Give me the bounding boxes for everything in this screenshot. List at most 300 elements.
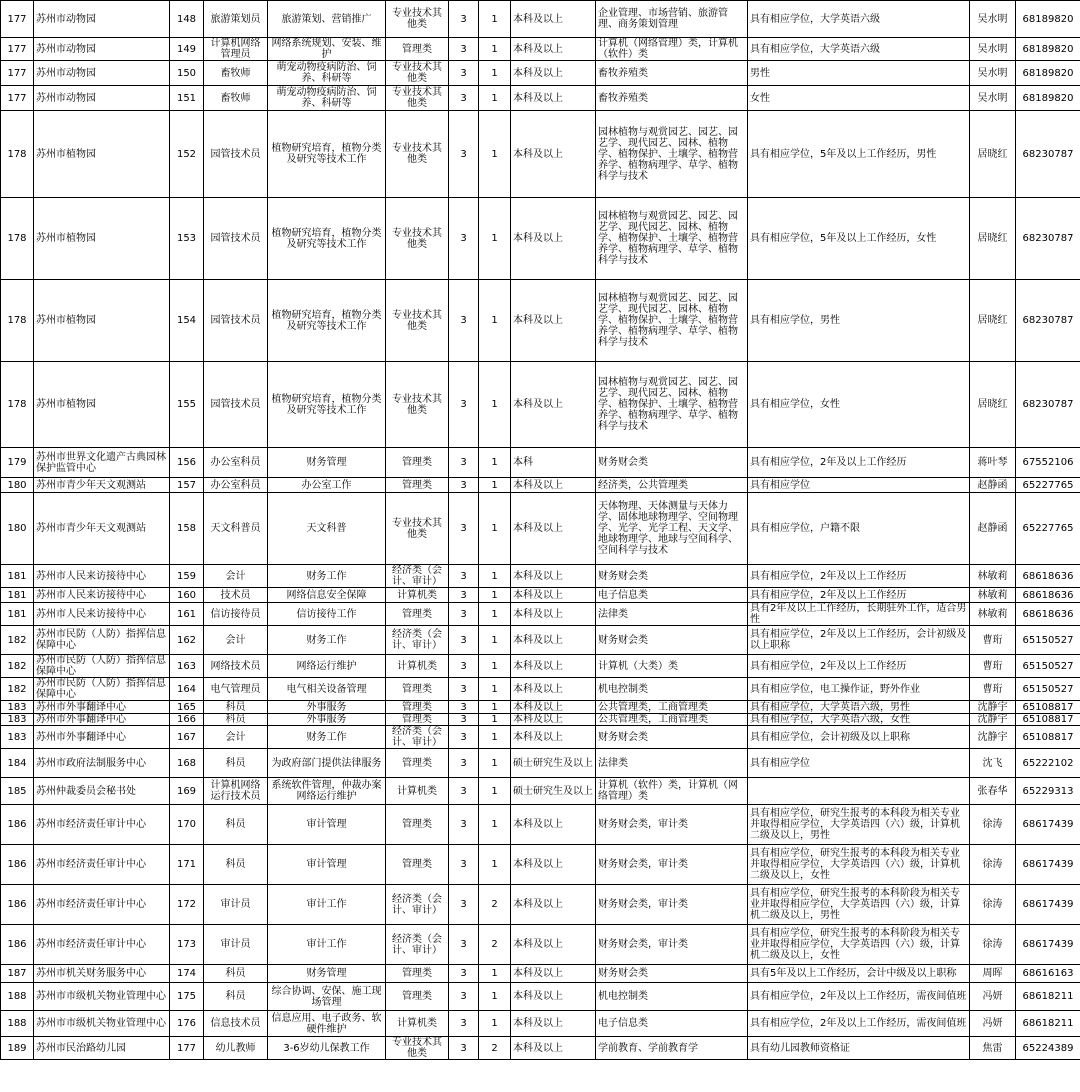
- major-cell: 园林植物与观赏园艺、园艺、园艺学、现代园艺、园林、植物学、植物保护、土壤学、植物营养学、植物病理学、草学、植物科学与技术: [596, 280, 748, 362]
- phone-cell: 65224389: [1016, 1037, 1080, 1060]
- phone-cell: 68618636: [1016, 588, 1080, 603]
- category-cell: 专业技术其他类: [386, 61, 449, 86]
- education-cell: 本科及以上: [511, 1, 596, 38]
- exam-ratio-cell: 3: [449, 965, 479, 983]
- post-code-cell: 177: [170, 1037, 204, 1060]
- post-name-cell: 信息技术员: [204, 1011, 268, 1037]
- quota-cell: 2: [479, 925, 511, 965]
- duties-cell: 信访接待工作: [268, 603, 386, 626]
- unit-code-cell: 186: [1, 885, 34, 925]
- post-name-cell: 审计员: [204, 885, 268, 925]
- phone-cell: 65227765: [1016, 478, 1080, 493]
- post-name-cell: 科员: [204, 701, 268, 714]
- quota-cell: 1: [479, 86, 511, 111]
- major-cell: 畜牧养殖类: [596, 86, 748, 111]
- requirements-cell: 女性: [748, 86, 970, 111]
- education-cell: 硕士研究生及以上: [511, 778, 596, 805]
- exam-ratio-cell: 3: [449, 845, 479, 885]
- table-row: [1, 885, 1080, 925]
- unit-code-cell: 177: [1, 61, 34, 86]
- unit-code-cell: 177: [1, 38, 34, 61]
- post-name-cell: 科员: [204, 749, 268, 778]
- post-code-cell: 149: [170, 38, 204, 61]
- table-row: [1, 678, 1080, 701]
- post-code-cell: 170: [170, 805, 204, 845]
- requirements-cell: 具有相应学位，2年及以上工作经历: [748, 565, 970, 588]
- requirements-cell: 具有相应学位: [748, 749, 970, 778]
- category-cell: 管理类: [386, 448, 449, 478]
- unit-name-cell: 苏州市经济责任审计中心: [34, 925, 170, 965]
- post-code-cell: 156: [170, 448, 204, 478]
- requirements-cell: 具有相应学位，研究生报考的本科阶段为相关专业并取得相应学位，大学英语四（六）级，计算机二级及以上，男性: [748, 885, 970, 925]
- requirements-cell: 具有相应学位，2年及以上工作经历: [748, 448, 970, 478]
- exam-ratio-cell: 3: [449, 565, 479, 588]
- quota-cell: 1: [479, 111, 511, 198]
- category-cell: 专业技术其他类: [386, 493, 449, 565]
- post-name-cell: 园管技术员: [204, 198, 268, 280]
- table-row: [1, 805, 1080, 845]
- unit-name-cell: 苏州市经济责任审计中心: [34, 845, 170, 885]
- unit-name-cell: 苏州市政府法制服务中心: [34, 749, 170, 778]
- contact-cell: 徐涛: [970, 805, 1016, 845]
- requirements-cell: 具有5年及以上工作经历，会计中级及以上职称: [748, 965, 970, 983]
- post-name-cell: 园管技术员: [204, 280, 268, 362]
- phone-cell: 68616163: [1016, 965, 1080, 983]
- major-cell: 财务财会类: [596, 726, 748, 749]
- exam-ratio-cell: 3: [449, 603, 479, 626]
- category-cell: 管理类: [386, 749, 449, 778]
- post-name-cell: 办公室科员: [204, 478, 268, 493]
- requirements-cell: 具有相应学位，5年及以上工作经历，女性: [748, 198, 970, 280]
- category-cell: 管理类: [386, 845, 449, 885]
- major-cell: 财务财会类，审计类: [596, 845, 748, 885]
- quota-cell: 1: [479, 493, 511, 565]
- post-code-cell: 162: [170, 626, 204, 655]
- exam-ratio-cell: 3: [449, 38, 479, 61]
- major-cell: 法律类: [596, 603, 748, 626]
- post-code-cell: 168: [170, 749, 204, 778]
- exam-ratio-cell: 3: [449, 626, 479, 655]
- education-cell: 本科及以上: [511, 280, 596, 362]
- post-code-cell: 159: [170, 565, 204, 588]
- requirements-cell: 具有相应学位，会计初级及以上职称: [748, 726, 970, 749]
- unit-name-cell: 苏州市经济责任审计中心: [34, 885, 170, 925]
- contact-cell: 徐涛: [970, 925, 1016, 965]
- contact-cell: 吴水明: [970, 1, 1016, 38]
- unit-code-cell: 178: [1, 198, 34, 280]
- quota-cell: 1: [479, 478, 511, 493]
- major-cell: 机电控制类: [596, 983, 748, 1011]
- contact-cell: 吴水明: [970, 86, 1016, 111]
- major-cell: 财务财会类: [596, 626, 748, 655]
- category-cell: 管理类: [386, 701, 449, 714]
- requirements-cell: 具有相应学位，5年及以上工作经历，男性: [748, 111, 970, 198]
- major-cell: 计算机（大类）类: [596, 655, 748, 678]
- contact-cell: 徐涛: [970, 845, 1016, 885]
- unit-name-cell: 苏州市青少年天文观测站: [34, 478, 170, 493]
- phone-cell: 68230787: [1016, 111, 1080, 198]
- unit-code-cell: 183: [1, 714, 34, 726]
- post-code-cell: 174: [170, 965, 204, 983]
- requirements-cell: 具有幼儿园教师资格证: [748, 1037, 970, 1060]
- post-code-cell: 155: [170, 362, 204, 448]
- post-name-cell: 幼儿教师: [204, 1037, 268, 1060]
- major-cell: 财务财会类，审计类: [596, 805, 748, 845]
- post-code-cell: 166: [170, 714, 204, 726]
- category-cell: 计算机类: [386, 655, 449, 678]
- phone-cell: 68618211: [1016, 1011, 1080, 1037]
- education-cell: 本科及以上: [511, 588, 596, 603]
- contact-cell: 曹珩: [970, 655, 1016, 678]
- exam-ratio-cell: 3: [449, 726, 479, 749]
- category-cell: 专业技术其他类: [386, 86, 449, 111]
- post-name-cell: 科员: [204, 965, 268, 983]
- unit-code-cell: 182: [1, 655, 34, 678]
- table-row: [1, 280, 1080, 362]
- major-cell: 园林植物与观赏园艺、园艺、园艺学、现代园艺、园林、植物学、植物保护、土壤学、植物营养学、植物病理学、草学、植物科学与技术: [596, 111, 748, 198]
- exam-ratio-cell: 3: [449, 1037, 479, 1060]
- unit-code-cell: 179: [1, 448, 34, 478]
- contact-cell: 居晓红: [970, 280, 1016, 362]
- requirements-cell: 具有相应学位，2年及以上工作经历: [748, 588, 970, 603]
- unit-code-cell: 183: [1, 726, 34, 749]
- major-cell: 园林植物与观赏园艺、园艺、园艺学、现代园艺、园林、植物学、植物保护、土壤学、植物营养学、植物病理学、草学、植物科学与技术: [596, 198, 748, 280]
- quota-cell: 1: [479, 565, 511, 588]
- exam-ratio-cell: 3: [449, 714, 479, 726]
- post-name-cell: 科员: [204, 714, 268, 726]
- quota-cell: 1: [479, 61, 511, 86]
- table-row: [1, 925, 1080, 965]
- duties-cell: 外事服务: [268, 714, 386, 726]
- quota-cell: 1: [479, 280, 511, 362]
- unit-code-cell: 188: [1, 1011, 34, 1037]
- major-cell: 园林植物与观赏园艺、园艺、园艺学、现代园艺、园林、植物学、植物保护、土壤学、植物营养学、植物病理学、草学、植物科学与技术: [596, 362, 748, 448]
- education-cell: 本科及以上: [511, 565, 596, 588]
- requirements-cell: 具有相应学位，大学英语六级: [748, 1, 970, 38]
- post-code-cell: 148: [170, 1, 204, 38]
- phone-cell: 68230787: [1016, 362, 1080, 448]
- category-cell: 经济类（会计、审计）: [386, 885, 449, 925]
- category-cell: 经济类（会计、审计）: [386, 726, 449, 749]
- unit-code-cell: 181: [1, 588, 34, 603]
- unit-name-cell: 苏州市民防（人防）指挥信息保障中心: [34, 655, 170, 678]
- phone-cell: 68618636: [1016, 565, 1080, 588]
- post-code-cell: 171: [170, 845, 204, 885]
- quota-cell: 1: [479, 678, 511, 701]
- unit-code-cell: 181: [1, 565, 34, 588]
- duties-cell: 财务工作: [268, 626, 386, 655]
- unit-code-cell: 180: [1, 478, 34, 493]
- post-name-cell: 园管技术员: [204, 362, 268, 448]
- unit-code-cell: 189: [1, 1037, 34, 1060]
- requirements-cell: 具有相应学位，2年及以上工作经历，需夜间值班: [748, 983, 970, 1011]
- post-code-cell: 157: [170, 478, 204, 493]
- exam-ratio-cell: 3: [449, 280, 479, 362]
- duties-cell: 3-6岁幼儿保教工作: [268, 1037, 386, 1060]
- unit-name-cell: 苏州市植物园: [34, 198, 170, 280]
- table-row: [1, 983, 1080, 1011]
- quota-cell: 1: [479, 778, 511, 805]
- unit-code-cell: 186: [1, 845, 34, 885]
- phone-cell: 67552106: [1016, 448, 1080, 478]
- quota-cell: 1: [479, 626, 511, 655]
- unit-code-cell: 182: [1, 626, 34, 655]
- requirements-cell: 具有相应学位，研究生报考的本科段为相关专业并取得相应学位，大学英语四（六）级，计算机二级及以上，女性: [748, 845, 970, 885]
- quota-cell: 1: [479, 198, 511, 280]
- exam-ratio-cell: 3: [449, 983, 479, 1011]
- exam-ratio-cell: 3: [449, 778, 479, 805]
- contact-cell: 曹珩: [970, 678, 1016, 701]
- table-row: [1, 845, 1080, 885]
- unit-name-cell: 苏州市动物园: [34, 86, 170, 111]
- post-name-cell: 畜牧师: [204, 61, 268, 86]
- education-cell: 本科及以上: [511, 38, 596, 61]
- table-row: [1, 1011, 1080, 1037]
- phone-cell: 65222102: [1016, 749, 1080, 778]
- table-row: [1, 726, 1080, 749]
- education-cell: 本科及以上: [511, 701, 596, 714]
- unit-name-cell: 苏州市民防（人防）指挥信息保障中心: [34, 626, 170, 655]
- post-name-cell: 网络技术员: [204, 655, 268, 678]
- unit-name-cell: 苏州市植物园: [34, 362, 170, 448]
- requirements-cell: 具有相应学位，大学英语六级，男性: [748, 701, 970, 714]
- quota-cell: 2: [479, 885, 511, 925]
- requirements-cell: 具有相应学位，研究生报考的本科段为相关专业并取得相应学位，大学英语四（六）级，计算机二级及以上，男性: [748, 805, 970, 845]
- post-name-cell: 审计员: [204, 925, 268, 965]
- category-cell: 计算机类: [386, 778, 449, 805]
- duties-cell: 信息应用、电子政务、软硬件维护: [268, 1011, 386, 1037]
- contact-cell: 沈飞: [970, 749, 1016, 778]
- quota-cell: 1: [479, 362, 511, 448]
- post-code-cell: 165: [170, 701, 204, 714]
- table-row: [1, 38, 1080, 61]
- post-code-cell: 164: [170, 678, 204, 701]
- major-cell: 计算机（网络管理）类，计算机（软件）类: [596, 38, 748, 61]
- education-cell: 本科及以上: [511, 603, 596, 626]
- category-cell: 管理类: [386, 965, 449, 983]
- table-row: [1, 965, 1080, 983]
- phone-cell: 68189820: [1016, 61, 1080, 86]
- phone-cell: 65150527: [1016, 655, 1080, 678]
- quota-cell: 1: [479, 603, 511, 626]
- post-code-cell: 167: [170, 726, 204, 749]
- phone-cell: 68617439: [1016, 885, 1080, 925]
- post-name-cell: 信访接待员: [204, 603, 268, 626]
- education-cell: 本科及以上: [511, 885, 596, 925]
- unit-code-cell: 186: [1, 805, 34, 845]
- duties-cell: 植物研究培育，植物分类及研究等技术工作: [268, 280, 386, 362]
- unit-name-cell: 苏州市人民来访接待中心: [34, 588, 170, 603]
- table-row: [1, 749, 1080, 778]
- unit-name-cell: 苏州市青少年天文观测站: [34, 493, 170, 565]
- table-row: [1, 778, 1080, 805]
- duties-cell: 电气相关设备管理: [268, 678, 386, 701]
- duties-cell: 植物研究培育，植物分类及研究等技术工作: [268, 362, 386, 448]
- category-cell: 管理类: [386, 714, 449, 726]
- duties-cell: 外事服务: [268, 701, 386, 714]
- exam-ratio-cell: 3: [449, 493, 479, 565]
- quota-cell: 1: [479, 38, 511, 61]
- table-row: [1, 61, 1080, 86]
- table-row: [1, 714, 1080, 726]
- major-cell: 公共管理类，工商管理类: [596, 714, 748, 726]
- requirements-cell: 具有相应学位，男性: [748, 280, 970, 362]
- unit-code-cell: 185: [1, 778, 34, 805]
- unit-name-cell: 苏州市外事翻译中心: [34, 714, 170, 726]
- unit-name-cell: 苏州市动物园: [34, 1, 170, 38]
- contact-cell: 冯妍: [970, 983, 1016, 1011]
- unit-code-cell: 186: [1, 925, 34, 965]
- unit-name-cell: 苏州仲裁委员会秘书处: [34, 778, 170, 805]
- contact-cell: 赵静函: [970, 493, 1016, 565]
- table-row: [1, 86, 1080, 111]
- education-cell: 硕士研究生及以上: [511, 749, 596, 778]
- education-cell: 本科及以上: [511, 983, 596, 1011]
- unit-name-cell: 苏州市人民来访接待中心: [34, 603, 170, 626]
- requirements-cell: 具有相应学位，户籍不限: [748, 493, 970, 565]
- duties-cell: 植物研究培育，植物分类及研究等技术工作: [268, 111, 386, 198]
- phone-cell: 65108817: [1016, 726, 1080, 749]
- category-cell: 专业技术其他类: [386, 111, 449, 198]
- post-code-cell: 150: [170, 61, 204, 86]
- contact-cell: 曹珩: [970, 626, 1016, 655]
- major-cell: 财务财会类: [596, 965, 748, 983]
- phone-cell: 65227765: [1016, 493, 1080, 565]
- duties-cell: 财务工作: [268, 565, 386, 588]
- post-code-cell: 172: [170, 885, 204, 925]
- category-cell: 专业技术其他类: [386, 198, 449, 280]
- phone-cell: 68617439: [1016, 925, 1080, 965]
- duties-cell: 审计管理: [268, 845, 386, 885]
- quota-cell: 1: [479, 726, 511, 749]
- category-cell: 专业技术其他类: [386, 1037, 449, 1060]
- contact-cell: 居晓红: [970, 111, 1016, 198]
- post-name-cell: 旅游策划员: [204, 1, 268, 38]
- exam-ratio-cell: 3: [449, 925, 479, 965]
- category-cell: 管理类: [386, 805, 449, 845]
- education-cell: 本科及以上: [511, 1037, 596, 1060]
- phone-cell: 65108817: [1016, 714, 1080, 726]
- post-code-cell: 152: [170, 111, 204, 198]
- education-cell: 本科及以上: [511, 111, 596, 198]
- phone-cell: 68189820: [1016, 1, 1080, 38]
- major-cell: 公共管理类，工商管理类: [596, 701, 748, 714]
- exam-ratio-cell: 3: [449, 448, 479, 478]
- major-cell: 计算机（软件）类，计算机（网络管理）类: [596, 778, 748, 805]
- major-cell: 财务财会类，审计类: [596, 885, 748, 925]
- post-code-cell: 175: [170, 983, 204, 1011]
- exam-ratio-cell: 3: [449, 588, 479, 603]
- category-cell: 管理类: [386, 603, 449, 626]
- post-name-cell: 办公室科员: [204, 448, 268, 478]
- major-cell: 畜牧养殖类: [596, 61, 748, 86]
- category-cell: 管理类: [386, 678, 449, 701]
- education-cell: 本科及以上: [511, 493, 596, 565]
- post-code-cell: 163: [170, 655, 204, 678]
- category-cell: 专业技术其他类: [386, 362, 449, 448]
- post-name-cell: 科员: [204, 805, 268, 845]
- table-row: [1, 111, 1080, 198]
- contact-cell: 林敏莉: [970, 588, 1016, 603]
- quota-cell: 1: [479, 1011, 511, 1037]
- education-cell: 本科及以上: [511, 478, 596, 493]
- quota-cell: 1: [479, 1, 511, 38]
- unit-code-cell: 178: [1, 280, 34, 362]
- category-cell: 计算机类: [386, 1011, 449, 1037]
- unit-code-cell: 184: [1, 749, 34, 778]
- table-row: [1, 1037, 1080, 1060]
- table-row: [1, 565, 1080, 588]
- education-cell: 本科及以上: [511, 845, 596, 885]
- education-cell: 本科及以上: [511, 61, 596, 86]
- unit-name-cell: 苏州市机关财务服务中心: [34, 965, 170, 983]
- education-cell: 本科及以上: [511, 362, 596, 448]
- contact-cell: 吴水明: [970, 61, 1016, 86]
- exam-ratio-cell: 3: [449, 111, 479, 198]
- table-row: [1, 448, 1080, 478]
- unit-name-cell: 苏州市动物园: [34, 38, 170, 61]
- post-name-cell: 技术员: [204, 588, 268, 603]
- major-cell: 经济类，公共管理类: [596, 478, 748, 493]
- duties-cell: 财务工作: [268, 726, 386, 749]
- major-cell: 企业管理、市场营销、旅游管理、商务策划管理: [596, 1, 748, 38]
- table-row: [1, 1, 1080, 38]
- category-cell: 经济类（会计、审计）: [386, 626, 449, 655]
- post-code-cell: 158: [170, 493, 204, 565]
- quota-cell: 1: [479, 714, 511, 726]
- contact-cell: 居晓红: [970, 362, 1016, 448]
- unit-name-cell: 苏州市动物园: [34, 61, 170, 86]
- post-code-cell: 176: [170, 1011, 204, 1037]
- phone-cell: 68618211: [1016, 983, 1080, 1011]
- exam-ratio-cell: 3: [449, 805, 479, 845]
- unit-name-cell: 苏州市市级机关物业管理中心: [34, 1011, 170, 1037]
- post-code-cell: 151: [170, 86, 204, 111]
- category-cell: 专业技术其他类: [386, 280, 449, 362]
- post-name-cell: 科员: [204, 845, 268, 885]
- duties-cell: 网络信息安全保障: [268, 588, 386, 603]
- quota-cell: 1: [479, 965, 511, 983]
- post-code-cell: 169: [170, 778, 204, 805]
- table-row: [1, 603, 1080, 626]
- post-code-cell: 161: [170, 603, 204, 626]
- category-cell: 管理类: [386, 38, 449, 61]
- requirements-cell: 具有相应学位，大学英语六级，女性: [748, 714, 970, 726]
- unit-code-cell: 187: [1, 965, 34, 983]
- duties-cell: 为政府部门提供法律服务: [268, 749, 386, 778]
- quota-cell: 1: [479, 749, 511, 778]
- exam-ratio-cell: 3: [449, 362, 479, 448]
- table-row: [1, 478, 1080, 493]
- table-row: [1, 493, 1080, 565]
- unit-name-cell: 苏州市世界文化遗产古典园林保护监管中心: [34, 448, 170, 478]
- quota-cell: 1: [479, 588, 511, 603]
- contact-cell: 沈静宇: [970, 701, 1016, 714]
- table-row: [1, 362, 1080, 448]
- phone-cell: 68230787: [1016, 280, 1080, 362]
- contact-cell: 徐涛: [970, 885, 1016, 925]
- duties-cell: 系统软件管理，仲裁办案网络运行维护: [268, 778, 386, 805]
- education-cell: 本科: [511, 448, 596, 478]
- contact-cell: 冯妍: [970, 1011, 1016, 1037]
- exam-ratio-cell: 3: [449, 478, 479, 493]
- exam-ratio-cell: 3: [449, 198, 479, 280]
- quota-cell: 1: [479, 983, 511, 1011]
- contact-cell: 赵静函: [970, 478, 1016, 493]
- exam-ratio-cell: 3: [449, 1011, 479, 1037]
- exam-ratio-cell: 3: [449, 885, 479, 925]
- quota-cell: 1: [479, 448, 511, 478]
